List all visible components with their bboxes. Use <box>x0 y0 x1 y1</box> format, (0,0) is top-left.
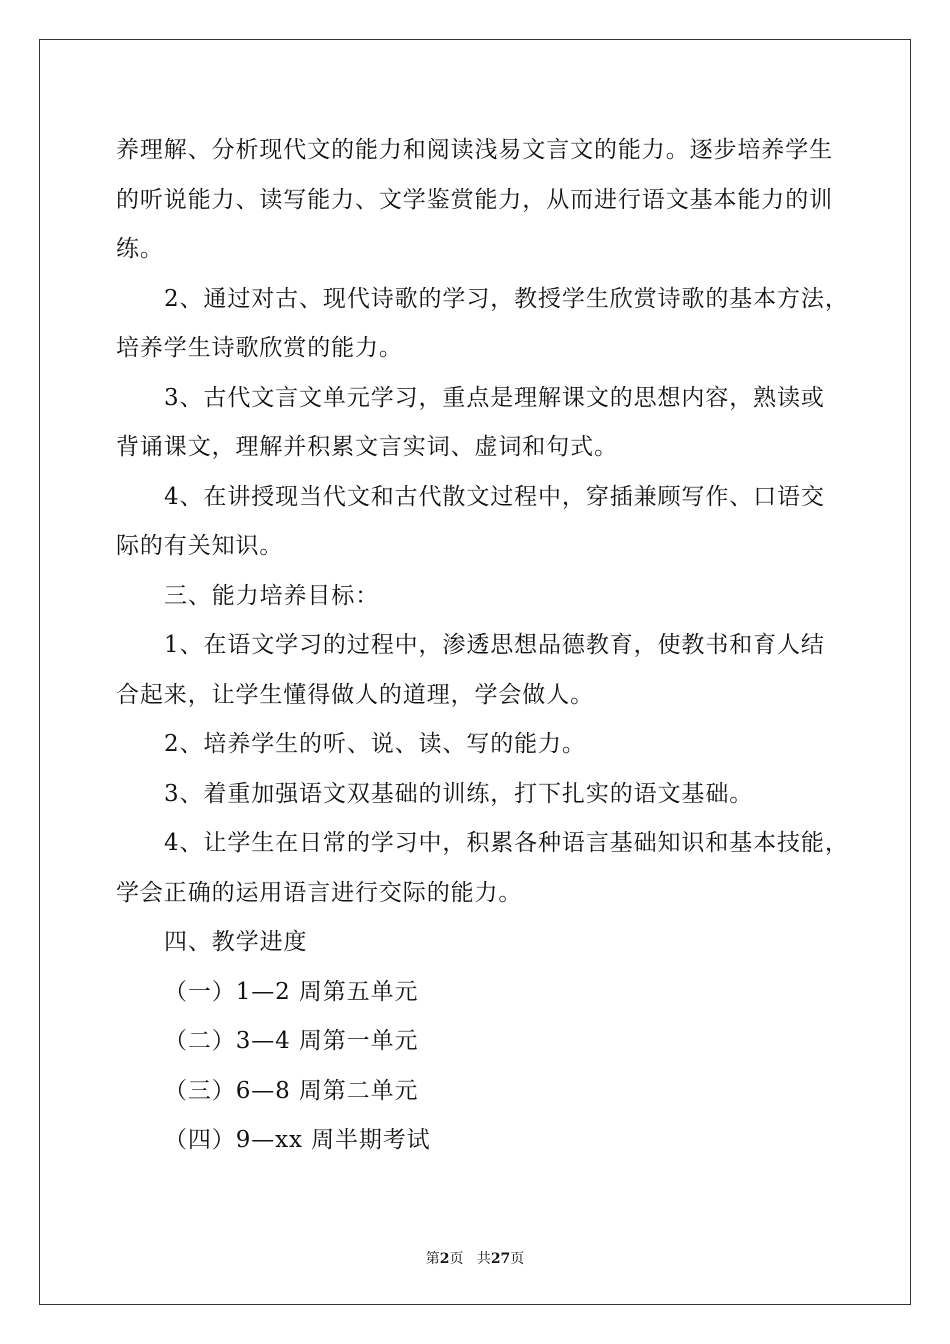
page-footer <box>0 1248 950 1268</box>
text-line: 4、在讲授现当代文和古代散文过程中，穿插兼顾写作、口语交 <box>164 483 825 510</box>
footer-page-suffix: 页 <box>449 1251 464 1267</box>
document-body <box>116 126 849 1166</box>
section-heading: 四、教学进度 <box>164 929 308 955</box>
footer-page-number: 2 <box>439 1251 450 1267</box>
text-line: 培养学生诗歌欣赏的能力。 <box>116 335 403 361</box>
text-line: 4、让学生在日常的学习中，积累各种语言基础知识和基本技能， <box>164 830 849 856</box>
schedule-item: （二）3—4 周第一单元 <box>164 1028 419 1054</box>
schedule-item: （一）1—2 周第五单元 <box>164 978 419 1005</box>
footer-total-prefix: 共 <box>476 1251 491 1267</box>
text-line: 的听说能力、读写能力、文学鉴赏能力，从而进行语文基本能力的训 <box>116 186 833 213</box>
text-line: 2、培养学生的听、说、读、写的能力。 <box>164 731 586 757</box>
text-line: 合起来，让学生懂得做人的道理，学会做人。 <box>116 681 594 708</box>
text-line: 背诵课文，理解并积累文言实词、虚词和句式。 <box>116 434 618 460</box>
paragraph-text <box>116 126 849 1166</box>
schedule-item: （四）9—xx 周半期考试 <box>164 1127 431 1153</box>
text-line: 3、着重加强语文双基础的训练，打下扎实的语文基础。 <box>164 780 754 807</box>
text-line: 1、在语文学习的过程中，渗透思想品德教育，使教书和育人结 <box>164 632 825 658</box>
text-line: 学会正确的运用语言进行交际的能力。 <box>116 879 523 906</box>
footer-total-suffix: 页 <box>510 1251 525 1267</box>
footer-prefix: 第 <box>425 1251 440 1267</box>
text-line: 3、古代文言文单元学习，重点是理解课文的思想内容，熟读或 <box>164 384 825 411</box>
text-line: 2、通过对古、现代诗歌的学习，教授学生欣赏诗歌的基本方法， <box>164 285 849 312</box>
text-line: 练。 <box>116 236 164 262</box>
schedule-item: （三）6—8 周第二单元 <box>164 1077 419 1104</box>
footer-total-pages: 27 <box>490 1251 511 1267</box>
text-line: 养理解、分析现代文的能力和阅读浅易文言文的能力。逐步培养学生 <box>116 137 833 163</box>
text-line: 际的有关知识。 <box>116 533 284 559</box>
section-heading: 三、能力培养目标： <box>164 582 380 609</box>
